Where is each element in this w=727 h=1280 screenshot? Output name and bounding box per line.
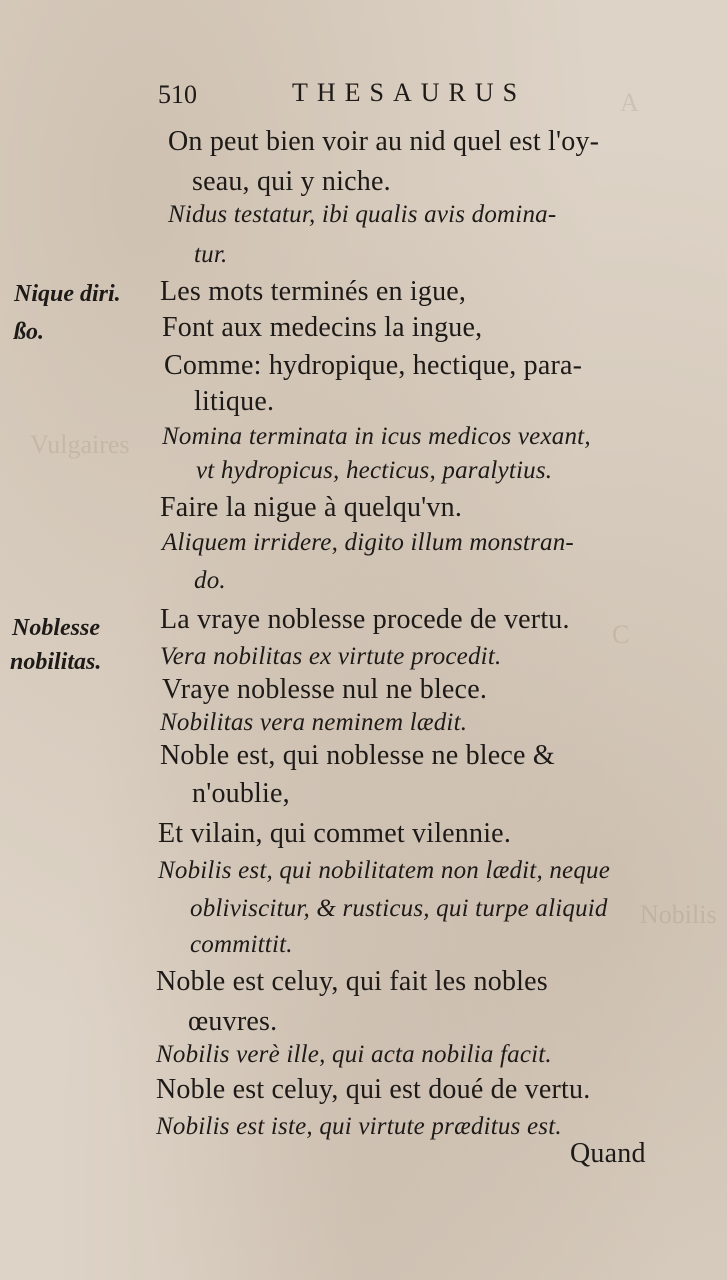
text-line: Font aux medecins la ingue, xyxy=(162,312,483,343)
show-through-text: C xyxy=(612,620,630,649)
text-line: Aliquem irridere, digito illum monstran- xyxy=(162,529,574,556)
text-line: Vraye noblesse nul ne blece. xyxy=(162,674,488,705)
text-line: Vera nobilitas ex virtute procedit. xyxy=(160,643,502,670)
text-line: Nobilitas vera neminem lædit. xyxy=(160,709,468,736)
text-line: Les mots terminés en igue, xyxy=(160,276,467,307)
text-line: Noble est, qui noblesse ne blece & xyxy=(160,740,555,771)
text-line: Et vilain, qui commet vilennie. xyxy=(158,818,512,849)
show-through-text: Nobilis xyxy=(640,900,717,929)
text-line: committit. xyxy=(190,931,293,958)
text-line: œuvres. xyxy=(188,1006,278,1037)
margin-note: Nique diri. xyxy=(14,281,121,307)
text-line: Nobilis est, qui nobilitatem non lædit, neque xyxy=(158,857,611,884)
text-line: Nidus testatur, ibi qualis avis domina- xyxy=(168,201,557,228)
text-line: Noble est celuy, qui fait les nobles xyxy=(156,966,548,997)
text-line: Comme: hydropique, hectique, para- xyxy=(164,350,583,381)
show-through-text: Vulgaires xyxy=(30,430,130,459)
text-line: obliviscitur, & rusticus, qui turpe aliquid xyxy=(190,895,608,922)
text-line: Nomina terminata in icus medicos vexant, xyxy=(162,423,591,450)
text-line: Noble est celuy, qui est doué de vertu. xyxy=(156,1074,591,1105)
page-number: 510 xyxy=(158,80,197,109)
margin-note: Noblesse xyxy=(12,615,100,641)
running-title: THESAURUS xyxy=(292,78,527,107)
margin-note: ßo. xyxy=(14,319,44,345)
text-line: vt hydropicus, hecticus, paralytius. xyxy=(196,457,553,484)
catchword: Quand xyxy=(570,1138,646,1169)
text-line: n'oublie, xyxy=(192,778,290,809)
text-line: Nobilis verè ille, qui acta nobilia facit. xyxy=(156,1041,552,1068)
text-line: Faire la nigue à quelqu'vn. xyxy=(160,492,463,523)
text-line: Nobilis est iste, qui virtute præditus est. xyxy=(156,1113,562,1140)
text-line: do. xyxy=(194,567,226,594)
margin-note: nobilitas. xyxy=(10,649,102,675)
text-line: litique. xyxy=(194,386,275,417)
text-line: On peut bien voir au nid quel est l'oy- xyxy=(168,126,600,157)
show-through-text: A xyxy=(620,88,639,117)
text-line: seau, qui y niche. xyxy=(192,166,391,197)
text-line: tur. xyxy=(194,241,228,268)
text-line: La vraye noblesse procede de vertu. xyxy=(160,604,570,635)
